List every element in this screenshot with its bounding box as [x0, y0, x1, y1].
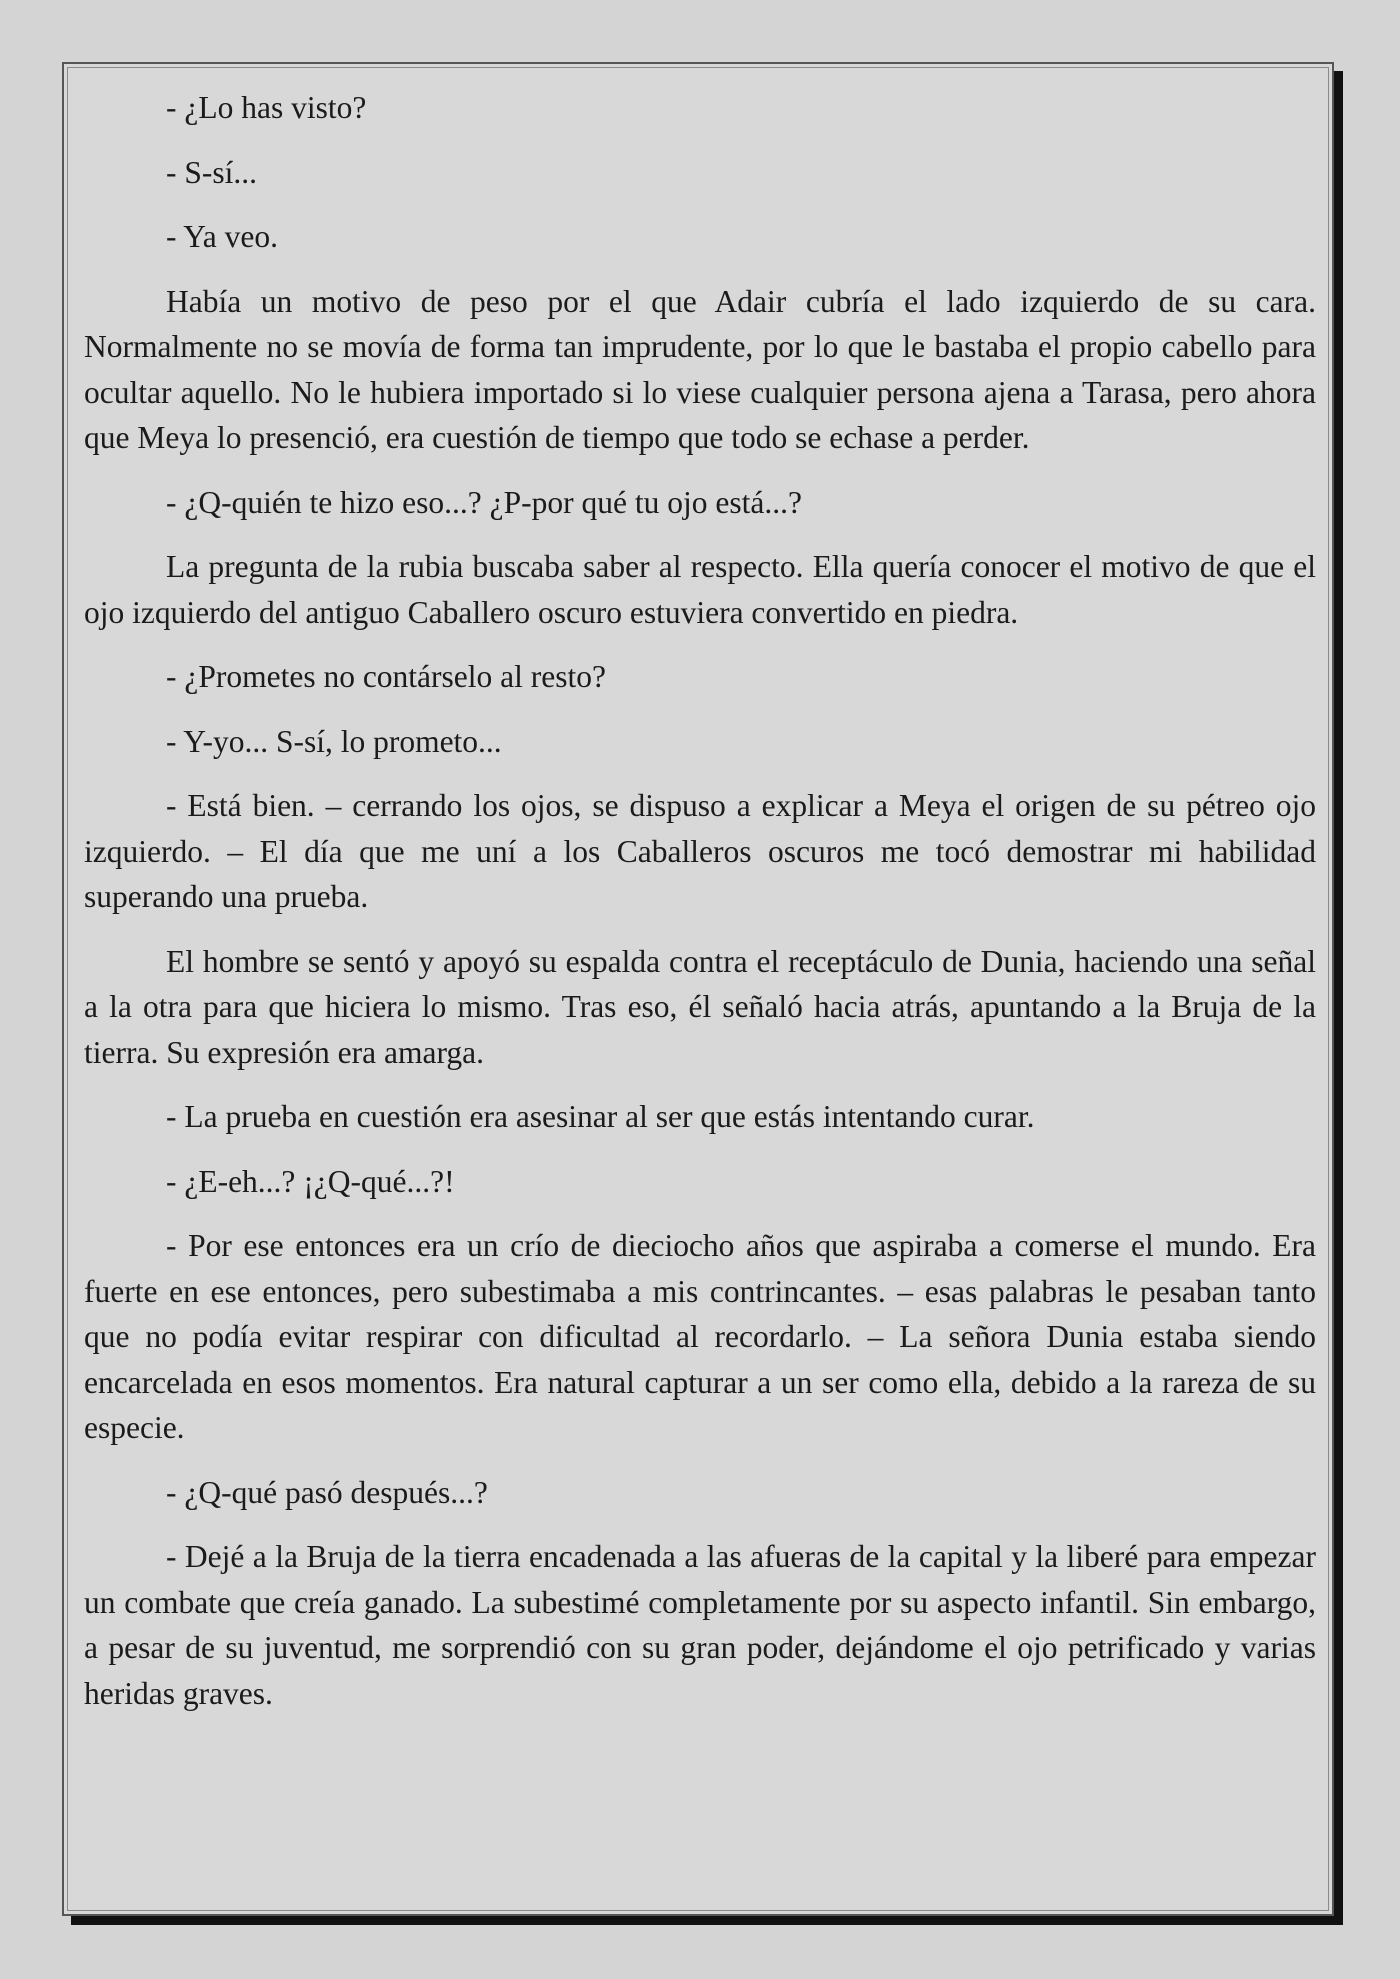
- dialogue-line: - Ya veo.: [166, 219, 279, 254]
- dialogue-line: - ¿Q-qué pasó después...?: [166, 1474, 488, 1510]
- dialogue-line: - ¿Q-quién te hizo eso...? ¿P-por qué tu ojo está...?: [166, 484, 802, 520]
- narrative-paragraph: Había un motivo de peso por el que Adair cubría el lado izquierdo de su cara. Normalmente no se movía de forma tan imprudente, por lo que le bastaba el propio cabello para ocultar aquello. No le hubiera importado si lo viese cualquier persona ajena a Tarasa, pero ahora que Meya lo presenció, era cuestión de tiempo que todo se echase a perder.: [84, 283, 1316, 455]
- dialogue-line: - La prueba en cuestión era asesinar al ser que estás intentando curar.: [166, 1099, 1035, 1134]
- dialogue-line: - Dejé a la Bruja de la tierra encadenada a las afueras de la capital y la liberé para empezar un combate que creía ganado. La subestimé completamente por su aspecto infantil. Sin embargo, a pesar de su juventud, me sorprendió con su gran poder, dejándome el ojo petrificado y varias heridas graves.: [84, 1539, 1316, 1711]
- dialogue-line: - Y-yo... S-sí, lo prometo...: [166, 723, 502, 759]
- document-page: [62, 62, 1334, 1916]
- dialogue-line: - Está bien. – cerrando los ojos, se dispuso a explicar a Meya el origen de su pétreo ojo izquierdo. – El día que me uní a los Caballeros oscuros me tocó demostrar mi habilidad superando una prueba.: [84, 788, 1316, 914]
- dialogue-line: - ¿E-eh...? ¡¿Q-qué...?!: [166, 1163, 455, 1199]
- dialogue-line: - S-sí...: [166, 154, 258, 190]
- dialogue-line: - ¿Prometes no contárselo al resto?: [166, 659, 606, 694]
- dialogue-line: - ¿Lo has visto?: [166, 90, 367, 125]
- narrative-paragraph: La pregunta de la rubia buscaba saber al respecto. Ella quería conocer el motivo de que el ojo izquierdo del antiguo Caballero oscuro estuviera convertido en piedra.: [84, 549, 1316, 630]
- document-body: [84, 85, 1316, 1735]
- narrative-paragraph: El hombre se sentó y apoyó su espalda contra el receptáculo de Dunia, haciendo una señal a la otra para que hiciera lo mismo. Tras eso, él señaló hacia atrás, apuntando a la Bruja de la tierra. Su expresión era amarga.: [84, 943, 1316, 1070]
- dialogue-line: - Por ese entonces era un crío de dieciocho años que aspiraba a comerse el mundo. Era fuerte en ese entonces, pero subestimaba a mis contrincantes. – esas palabras le pesaban tanto que no podía evitar respirar con dificultad al recordarlo. – La señora Dunia estaba siendo encarcelada en esos momentos. Era natural capturar a un ser como ella, debido a la rareza de su especie.: [84, 1228, 1316, 1445]
